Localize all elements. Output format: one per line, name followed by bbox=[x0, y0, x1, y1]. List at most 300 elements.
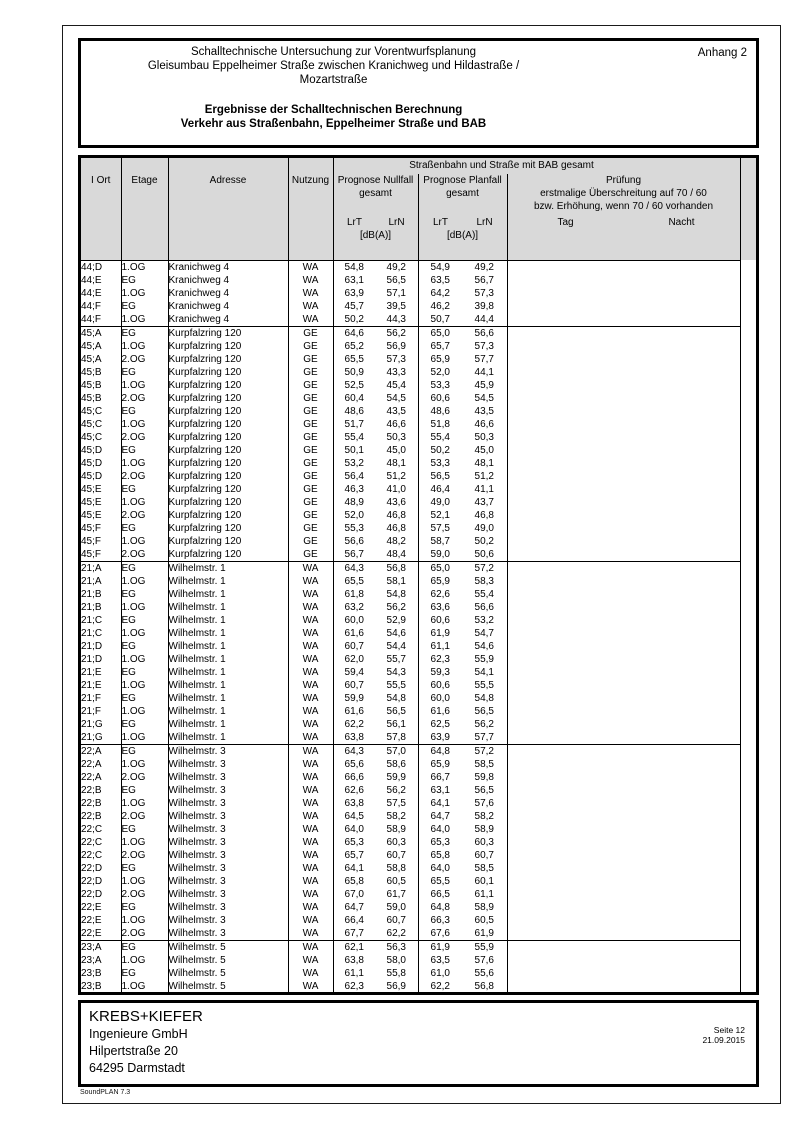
cell-etage: EG bbox=[121, 784, 168, 797]
cell-nutzung: GE bbox=[288, 431, 333, 444]
cell-lrt-planfall: 57,5 bbox=[418, 522, 462, 535]
cell-lrn-nullfall: 62,2 bbox=[375, 927, 418, 941]
cell-nutzung: WA bbox=[288, 614, 333, 627]
cell-adresse: Kranichweg 4 bbox=[168, 260, 288, 274]
cell-adresse: Kurpfalzring 120 bbox=[168, 522, 288, 535]
table-row bbox=[81, 875, 756, 888]
cell-nutzung: GE bbox=[288, 366, 333, 379]
cell-lrt-nullfall: 48,6 bbox=[333, 405, 375, 418]
cell-nutzung: WA bbox=[288, 888, 333, 901]
cell-lrt-nullfall: 59,4 bbox=[333, 666, 375, 679]
cell-adresse: Wilhelmstr. 3 bbox=[168, 862, 288, 875]
cell-lrt-planfall: 60,6 bbox=[418, 679, 462, 692]
cell-lrn-planfall: 56,5 bbox=[462, 705, 507, 718]
cell-nutzung: WA bbox=[288, 927, 333, 941]
table-row bbox=[81, 601, 756, 614]
cell-lrt-planfall: 59,3 bbox=[418, 666, 462, 679]
cell-ort: 45;C bbox=[81, 405, 121, 418]
table-row bbox=[81, 457, 756, 470]
cell-lrn-planfall: 51,2 bbox=[462, 470, 507, 483]
cell-lrt-planfall: 64,1 bbox=[418, 797, 462, 810]
cell-lrn-planfall: 54,8 bbox=[462, 692, 507, 705]
cell-adresse: Wilhelmstr. 1 bbox=[168, 653, 288, 666]
cell-spacer bbox=[740, 405, 756, 418]
planfall-label-line-1: Prognose Planfall bbox=[423, 175, 502, 186]
cell-lrn-nullfall: 58,8 bbox=[375, 862, 418, 875]
cell-lrn-nullfall: 58,0 bbox=[375, 954, 418, 967]
cell-nutzung: GE bbox=[288, 444, 333, 457]
cell-lrt-nullfall: 60,7 bbox=[333, 679, 375, 692]
table-row bbox=[81, 379, 756, 392]
cell-lrn-planfall: 50,3 bbox=[462, 431, 507, 444]
cell-adresse: Wilhelmstr. 3 bbox=[168, 810, 288, 823]
table-row bbox=[81, 980, 756, 993]
cell-etage: 1.OG bbox=[121, 379, 168, 392]
cell-spacer bbox=[740, 980, 756, 993]
cell-lrt-nullfall: 59,9 bbox=[333, 692, 375, 705]
cell-lrt-nullfall: 52,0 bbox=[333, 509, 375, 522]
cell-ort: 44;F bbox=[81, 313, 121, 327]
cell-nutzung: WA bbox=[288, 588, 333, 601]
cell-nutzung: WA bbox=[288, 640, 333, 653]
cell-spacer bbox=[740, 914, 756, 927]
cell-lrt-nullfall: 65,2 bbox=[333, 340, 375, 353]
cell-nutzung: WA bbox=[288, 823, 333, 836]
page-info bbox=[702, 1025, 745, 1045]
cell-lrn-nullfall: 54,5 bbox=[375, 392, 418, 405]
cell-lrt-nullfall: 55,4 bbox=[333, 431, 375, 444]
pruefung-label-line-2: erstmalige Überschreitung auf 70 / 60 bbox=[540, 188, 707, 199]
cell-lrn-nullfall: 43,3 bbox=[375, 366, 418, 379]
cell-lrn-planfall: 60,5 bbox=[462, 914, 507, 927]
cell-pruefung bbox=[507, 548, 740, 562]
table-row bbox=[81, 901, 756, 914]
cell-lrt-nullfall: 61,6 bbox=[333, 627, 375, 640]
cell-spacer bbox=[740, 849, 756, 862]
cell-ort: 45;F bbox=[81, 535, 121, 548]
cell-lrt-nullfall: 65,5 bbox=[333, 353, 375, 366]
cell-pruefung bbox=[507, 888, 740, 901]
cell-ort: 21;E bbox=[81, 679, 121, 692]
cell-lrn-nullfall: 60,5 bbox=[375, 875, 418, 888]
table-row bbox=[81, 313, 756, 327]
cell-lrt-planfall: 48,6 bbox=[418, 405, 462, 418]
cell-lrt-nullfall: 64,6 bbox=[333, 326, 375, 340]
cell-adresse: Kurpfalzring 120 bbox=[168, 483, 288, 496]
cell-lrt-nullfall: 50,9 bbox=[333, 366, 375, 379]
cell-lrt-nullfall: 60,4 bbox=[333, 392, 375, 405]
cell-lrn-planfall: 60,3 bbox=[462, 836, 507, 849]
cell-lrn-nullfall: 56,8 bbox=[375, 561, 418, 575]
cell-nutzung: GE bbox=[288, 535, 333, 548]
table-row bbox=[81, 340, 756, 353]
table-header bbox=[81, 158, 756, 260]
table-row bbox=[81, 326, 756, 340]
cell-spacer bbox=[740, 731, 756, 745]
cell-etage: EG bbox=[121, 967, 168, 980]
cell-lrt-planfall: 64,0 bbox=[418, 823, 462, 836]
cell-nutzung: GE bbox=[288, 496, 333, 509]
cell-lrn-nullfall: 43,5 bbox=[375, 405, 418, 418]
footer-box bbox=[78, 1000, 759, 1087]
cell-pruefung bbox=[507, 287, 740, 300]
cell-nutzung: GE bbox=[288, 353, 333, 366]
cell-nutzung: WA bbox=[288, 914, 333, 927]
cell-lrn-nullfall: 61,7 bbox=[375, 888, 418, 901]
cell-spacer bbox=[740, 797, 756, 810]
cell-etage: 2.OG bbox=[121, 888, 168, 901]
cell-lrt-planfall: 64,0 bbox=[418, 862, 462, 875]
cell-spacer bbox=[740, 535, 756, 548]
cell-etage: 1.OG bbox=[121, 287, 168, 300]
cell-adresse: Wilhelmstr. 3 bbox=[168, 888, 288, 901]
cell-nutzung: WA bbox=[288, 980, 333, 993]
cell-ort: 45;C bbox=[81, 431, 121, 444]
cell-lrn-planfall: 56,7 bbox=[462, 274, 507, 287]
cell-adresse: Kurpfalzring 120 bbox=[168, 405, 288, 418]
cell-pruefung bbox=[507, 967, 740, 980]
cell-spacer bbox=[740, 340, 756, 353]
cell-ort: 45;F bbox=[81, 548, 121, 562]
cell-lrt-planfall: 46,2 bbox=[418, 300, 462, 313]
annex-label: Anhang 2 bbox=[697, 47, 747, 59]
cell-etage: 1.OG bbox=[121, 535, 168, 548]
cell-etage: EG bbox=[121, 666, 168, 679]
cell-nutzung: WA bbox=[288, 836, 333, 849]
cell-adresse: Wilhelmstr. 5 bbox=[168, 980, 288, 993]
cell-lrn-planfall: 50,6 bbox=[462, 548, 507, 562]
cell-lrt-planfall: 63,5 bbox=[418, 954, 462, 967]
cell-nutzung: GE bbox=[288, 392, 333, 405]
pruefung-label-line-3: bzw. Erhöhung, wenn 70 / 60 vorhanden bbox=[533, 201, 714, 212]
cell-pruefung bbox=[507, 784, 740, 797]
table-row bbox=[81, 575, 756, 588]
cell-spacer bbox=[740, 575, 756, 588]
cell-nutzung: WA bbox=[288, 731, 333, 745]
cell-ort: 44;F bbox=[81, 300, 121, 313]
table-row bbox=[81, 692, 756, 705]
cell-etage: 1.OG bbox=[121, 758, 168, 771]
cell-spacer bbox=[740, 888, 756, 901]
cell-adresse: Wilhelmstr. 1 bbox=[168, 640, 288, 653]
cell-etage: 2.OG bbox=[121, 771, 168, 784]
cell-lrt-planfall: 65,9 bbox=[418, 353, 462, 366]
cell-lrn-nullfall: 55,5 bbox=[375, 679, 418, 692]
cell-lrn-planfall: 57,3 bbox=[462, 287, 507, 300]
cell-lrt-planfall: 66,7 bbox=[418, 771, 462, 784]
cell-pruefung bbox=[507, 300, 740, 313]
cell-lrn-planfall: 59,8 bbox=[462, 771, 507, 784]
cell-lrt-nullfall: 64,0 bbox=[333, 823, 375, 836]
cell-etage: 2.OG bbox=[121, 431, 168, 444]
cell-lrt-nullfall: 45,7 bbox=[333, 300, 375, 313]
nullfall-lrt-label: LrT bbox=[347, 217, 362, 228]
cell-pruefung bbox=[507, 823, 740, 836]
table-row bbox=[81, 784, 756, 797]
cell-lrn-planfall: 61,1 bbox=[462, 888, 507, 901]
cell-lrn-nullfall: 51,2 bbox=[375, 470, 418, 483]
cell-lrt-planfall: 66,5 bbox=[418, 888, 462, 901]
cell-adresse: Kurpfalzring 120 bbox=[168, 444, 288, 457]
cell-ort: 45;F bbox=[81, 522, 121, 535]
column-header-planfall bbox=[418, 174, 507, 260]
cell-pruefung bbox=[507, 914, 740, 927]
cell-lrt-nullfall: 55,3 bbox=[333, 522, 375, 535]
cell-adresse: Kurpfalzring 120 bbox=[168, 457, 288, 470]
cell-etage: 1.OG bbox=[121, 836, 168, 849]
cell-spacer bbox=[740, 274, 756, 287]
cell-pruefung bbox=[507, 927, 740, 941]
cell-lrt-planfall: 64,8 bbox=[418, 744, 462, 758]
cell-ort: 21;F bbox=[81, 705, 121, 718]
results-table bbox=[81, 158, 756, 993]
cell-etage: 1.OG bbox=[121, 954, 168, 967]
cell-nutzung: WA bbox=[288, 300, 333, 313]
cell-lrn-nullfall: 59,9 bbox=[375, 771, 418, 784]
cell-nutzung: WA bbox=[288, 679, 333, 692]
cell-nutzung: WA bbox=[288, 784, 333, 797]
cell-pruefung bbox=[507, 849, 740, 862]
cell-ort: 45;B bbox=[81, 392, 121, 405]
cell-ort: 22;A bbox=[81, 758, 121, 771]
planfall-sub-columns bbox=[419, 216, 507, 229]
cell-adresse: Kurpfalzring 120 bbox=[168, 392, 288, 405]
cell-ort: 21;A bbox=[81, 561, 121, 575]
cell-lrt-planfall: 53,3 bbox=[418, 379, 462, 392]
cell-etage: EG bbox=[121, 823, 168, 836]
cell-adresse: Wilhelmstr. 1 bbox=[168, 575, 288, 588]
pruefung-tag-label: Tag bbox=[557, 217, 574, 228]
cell-lrt-nullfall: 46,3 bbox=[333, 483, 375, 496]
cell-adresse: Wilhelmstr. 3 bbox=[168, 849, 288, 862]
cell-nutzung: GE bbox=[288, 457, 333, 470]
table-row bbox=[81, 548, 756, 562]
cell-spacer bbox=[740, 967, 756, 980]
cell-spacer bbox=[740, 758, 756, 771]
cell-ort: 45;A bbox=[81, 353, 121, 366]
cell-lrt-planfall: 65,0 bbox=[418, 561, 462, 575]
cell-lrn-nullfall: 56,2 bbox=[375, 784, 418, 797]
cell-nutzung: GE bbox=[288, 340, 333, 353]
cell-lrn-nullfall: 46,6 bbox=[375, 418, 418, 431]
cell-lrt-planfall: 63,6 bbox=[418, 601, 462, 614]
table-row bbox=[81, 444, 756, 457]
cell-nutzung: WA bbox=[288, 862, 333, 875]
cell-spacer bbox=[740, 875, 756, 888]
cell-etage: 1.OG bbox=[121, 496, 168, 509]
cell-ort: 22;B bbox=[81, 784, 121, 797]
cell-spacer bbox=[740, 392, 756, 405]
cell-nutzung: WA bbox=[288, 601, 333, 614]
cell-lrn-nullfall: 39,5 bbox=[375, 300, 418, 313]
cell-lrn-planfall: 56,8 bbox=[462, 980, 507, 993]
cell-spacer bbox=[740, 470, 756, 483]
cell-ort: 22;E bbox=[81, 901, 121, 914]
cell-spacer bbox=[740, 666, 756, 679]
table-row bbox=[81, 705, 756, 718]
cell-nutzung: WA bbox=[288, 260, 333, 274]
cell-pruefung bbox=[507, 274, 740, 287]
cell-lrn-planfall: 54,7 bbox=[462, 627, 507, 640]
table-row bbox=[81, 731, 756, 745]
cell-etage: 1.OG bbox=[121, 980, 168, 993]
cell-lrn-nullfall: 54,8 bbox=[375, 588, 418, 601]
cell-ort: 45;E bbox=[81, 496, 121, 509]
cell-lrt-planfall: 58,7 bbox=[418, 535, 462, 548]
cell-pruefung bbox=[507, 353, 740, 366]
pruefung-sub-columns bbox=[508, 216, 740, 229]
cell-lrn-planfall: 49,2 bbox=[462, 260, 507, 274]
cell-lrt-planfall: 54,9 bbox=[418, 260, 462, 274]
cell-pruefung bbox=[507, 326, 740, 340]
cell-etage: 2.OG bbox=[121, 849, 168, 862]
cell-lrt-nullfall: 56,4 bbox=[333, 470, 375, 483]
nullfall-label-line-2: gesamt bbox=[359, 188, 392, 199]
cell-ort: 22;D bbox=[81, 875, 121, 888]
header-spacer bbox=[740, 158, 756, 260]
table-row bbox=[81, 483, 756, 496]
table-row bbox=[81, 561, 756, 575]
cell-adresse: Kranichweg 4 bbox=[168, 313, 288, 327]
cell-lrt-nullfall: 66,6 bbox=[333, 771, 375, 784]
cell-nutzung: GE bbox=[288, 483, 333, 496]
table-row bbox=[81, 274, 756, 287]
cell-ort: 21;C bbox=[81, 627, 121, 640]
table-row bbox=[81, 967, 756, 980]
cell-etage: EG bbox=[121, 862, 168, 875]
cell-nutzung: WA bbox=[288, 287, 333, 300]
cell-pruefung bbox=[507, 940, 740, 954]
cell-spacer bbox=[740, 679, 756, 692]
cell-etage: 1.OG bbox=[121, 601, 168, 614]
cell-pruefung bbox=[507, 901, 740, 914]
cell-lrt-nullfall: 64,5 bbox=[333, 810, 375, 823]
cell-lrt-planfall: 50,2 bbox=[418, 444, 462, 457]
table-row bbox=[81, 640, 756, 653]
cell-pruefung bbox=[507, 614, 740, 627]
cell-adresse: Kurpfalzring 120 bbox=[168, 366, 288, 379]
cell-adresse: Wilhelmstr. 3 bbox=[168, 744, 288, 758]
pruefung-nacht-label: Nacht bbox=[668, 217, 695, 228]
cell-nutzung: WA bbox=[288, 627, 333, 640]
cell-lrn-planfall: 44,4 bbox=[462, 313, 507, 327]
cell-lrt-nullfall: 65,3 bbox=[333, 836, 375, 849]
cell-lrt-planfall: 46,4 bbox=[418, 483, 462, 496]
cell-adresse: Wilhelmstr. 1 bbox=[168, 666, 288, 679]
cell-etage: EG bbox=[121, 444, 168, 457]
cell-nutzung: WA bbox=[288, 692, 333, 705]
cell-spacer bbox=[740, 954, 756, 967]
cell-adresse: Wilhelmstr. 1 bbox=[168, 679, 288, 692]
cell-lrt-nullfall: 62,3 bbox=[333, 980, 375, 993]
column-header-pruefung bbox=[507, 174, 740, 260]
cell-nutzung: WA bbox=[288, 705, 333, 718]
cell-pruefung bbox=[507, 744, 740, 758]
cell-lrn-nullfall: 56,5 bbox=[375, 705, 418, 718]
cell-etage: EG bbox=[121, 366, 168, 379]
cell-lrt-nullfall: 60,0 bbox=[333, 614, 375, 627]
cell-lrt-planfall: 61,1 bbox=[418, 640, 462, 653]
cell-lrt-planfall: 64,2 bbox=[418, 287, 462, 300]
cell-adresse: Wilhelmstr. 1 bbox=[168, 601, 288, 614]
table-row bbox=[81, 627, 756, 640]
cell-etage: 2.OG bbox=[121, 927, 168, 941]
page-number: Seite 12 bbox=[713, 1025, 745, 1035]
cell-nutzung: WA bbox=[288, 875, 333, 888]
cell-lrn-planfall: 61,9 bbox=[462, 927, 507, 941]
cell-lrn-nullfall: 57,5 bbox=[375, 797, 418, 810]
table-row bbox=[81, 260, 756, 274]
cell-lrn-planfall: 57,2 bbox=[462, 744, 507, 758]
table-row bbox=[81, 588, 756, 601]
cell-etage: 2.OG bbox=[121, 392, 168, 405]
cell-spacer bbox=[740, 601, 756, 614]
table-row bbox=[81, 836, 756, 849]
cell-lrt-nullfall: 63,8 bbox=[333, 731, 375, 745]
cell-nutzung: WA bbox=[288, 967, 333, 980]
cell-lrn-nullfall: 54,8 bbox=[375, 692, 418, 705]
subtitle-line-2: Verkehr aus Straßenbahn, Eppelheimer Straße und BAB bbox=[180, 118, 487, 130]
cell-adresse: Kurpfalzring 120 bbox=[168, 496, 288, 509]
cell-ort: 22;C bbox=[81, 823, 121, 836]
cell-nutzung: GE bbox=[288, 548, 333, 562]
cell-etage: 1.OG bbox=[121, 575, 168, 588]
column-header-nullfall bbox=[333, 174, 418, 260]
cell-adresse: Wilhelmstr. 1 bbox=[168, 692, 288, 705]
cell-lrt-nullfall: 66,4 bbox=[333, 914, 375, 927]
planfall-lrn-label: LrN bbox=[476, 217, 493, 228]
document-subtitle bbox=[81, 103, 586, 131]
cell-spacer bbox=[740, 561, 756, 575]
cell-lrn-planfall: 56,6 bbox=[462, 601, 507, 614]
cell-lrt-nullfall: 64,1 bbox=[333, 862, 375, 875]
cell-lrn-planfall: 49,0 bbox=[462, 522, 507, 535]
column-group-header: Straßenbahn und Straße mit BAB gesamt bbox=[333, 158, 740, 174]
cell-lrn-planfall: 55,6 bbox=[462, 967, 507, 980]
nullfall-unit-label: [dB(A)] bbox=[359, 230, 392, 241]
cell-pruefung bbox=[507, 692, 740, 705]
cell-lrn-planfall: 44,1 bbox=[462, 366, 507, 379]
cell-lrn-nullfall: 46,8 bbox=[375, 509, 418, 522]
cell-lrt-planfall: 64,8 bbox=[418, 901, 462, 914]
title-line-2: Gleisumbau Eppelheimer Straße zwischen Kranichweg und Hildastraße / bbox=[147, 60, 520, 72]
cell-lrt-planfall: 62,5 bbox=[418, 718, 462, 731]
cell-nutzung: WA bbox=[288, 575, 333, 588]
cell-lrn-planfall: 46,6 bbox=[462, 418, 507, 431]
column-header-nutzung: Nutzung bbox=[288, 158, 333, 260]
cell-etage: 1.OG bbox=[121, 914, 168, 927]
cell-lrn-nullfall: 54,4 bbox=[375, 640, 418, 653]
cell-etage: 1.OG bbox=[121, 705, 168, 718]
cell-lrt-nullfall: 61,1 bbox=[333, 967, 375, 980]
cell-spacer bbox=[740, 366, 756, 379]
cell-nutzung: GE bbox=[288, 326, 333, 340]
cell-ort: 23;A bbox=[81, 940, 121, 954]
cell-spacer bbox=[740, 588, 756, 601]
cell-lrt-nullfall: 67,0 bbox=[333, 888, 375, 901]
cell-adresse: Wilhelmstr. 5 bbox=[168, 940, 288, 954]
cell-ort: 21;F bbox=[81, 692, 121, 705]
cell-adresse: Wilhelmstr. 1 bbox=[168, 705, 288, 718]
nullfall-lrn-label: LrN bbox=[388, 217, 405, 228]
cell-etage: 1.OG bbox=[121, 627, 168, 640]
cell-nutzung: WA bbox=[288, 744, 333, 758]
cell-lrt-nullfall: 62,0 bbox=[333, 653, 375, 666]
cell-ort: 21;C bbox=[81, 614, 121, 627]
cell-lrt-planfall: 62,2 bbox=[418, 980, 462, 993]
cell-lrn-planfall: 46,8 bbox=[462, 509, 507, 522]
company-block bbox=[89, 1008, 203, 1077]
